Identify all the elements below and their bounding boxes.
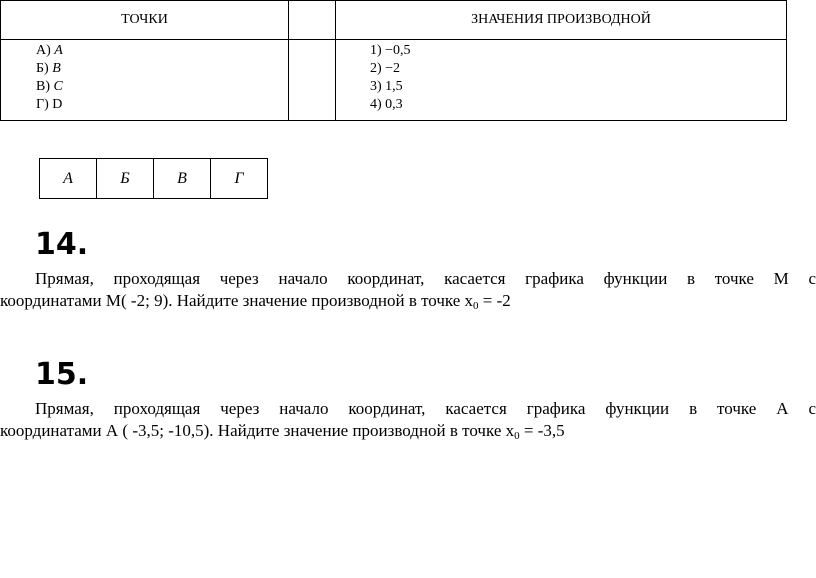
task-15-line-2-start: координатами А ( -3,5; -10,5). Найдите значение производной в точке x (0, 421, 515, 440)
matching-table-header-row (1, 1, 787, 40)
value-item: 1) −0,5 (370, 43, 411, 58)
task-15-subscript: 0 (514, 430, 520, 442)
task-14-line-2-end: = -2 (478, 291, 511, 310)
task-15-line-2 (0, 420, 816, 442)
matching-table (0, 0, 787, 121)
value-item: 4) 0,3 (370, 97, 403, 112)
value-item: 2) −2 (370, 61, 401, 76)
values-cell (336, 40, 787, 121)
task-15-line-2-end: = -3,5 (519, 421, 565, 440)
point-name: B (52, 61, 61, 76)
point-item (36, 42, 288, 60)
point-prefix: А) (36, 43, 51, 58)
header-values: ЗНАЧЕНИЯ ПРОИЗВОДНОЙ (336, 1, 787, 40)
task-14-line-2 (0, 290, 816, 312)
points-cell (1, 40, 289, 121)
point-item (36, 78, 288, 96)
header-blank (289, 1, 336, 40)
answer-cell-b: Б (97, 159, 154, 199)
answer-cell-v: В (154, 159, 211, 199)
answer-cell-g: Г (211, 159, 268, 199)
blank-cell (289, 40, 336, 121)
point-prefix: Г) (36, 97, 49, 112)
task-14-number: 14. (35, 227, 89, 262)
values-list (336, 40, 786, 114)
answer-grid (39, 158, 268, 199)
task-14-line-2-start: координатами М( -2; 9). Найдите значение производной в точке x (0, 291, 474, 310)
task-15-text (0, 398, 816, 442)
points-list (1, 40, 288, 114)
value-item: 3) 1,5 (370, 79, 403, 94)
matching-table-body-row (1, 40, 787, 121)
task-14-text (0, 268, 816, 312)
point-item (36, 96, 288, 114)
point-name: D (52, 97, 63, 112)
header-points: ТОЧКИ (1, 1, 289, 40)
task-14-line-1: Прямая, проходящая через начало координат, касается графика функции в точке М с (35, 269, 816, 288)
task-15-line-1: Прямая, проходящая через начало координат, касается графика функции в точке А с (35, 399, 816, 418)
task-14-subscript: 0 (473, 300, 479, 312)
point-prefix: В) (36, 79, 50, 94)
point-name: C (53, 79, 63, 94)
task-15-number: 15. (35, 357, 89, 392)
point-name: A (54, 43, 63, 58)
point-item (36, 60, 288, 78)
point-prefix: Б) (36, 61, 49, 76)
answer-cell-a: А (40, 159, 97, 199)
answer-grid-row (40, 159, 268, 199)
